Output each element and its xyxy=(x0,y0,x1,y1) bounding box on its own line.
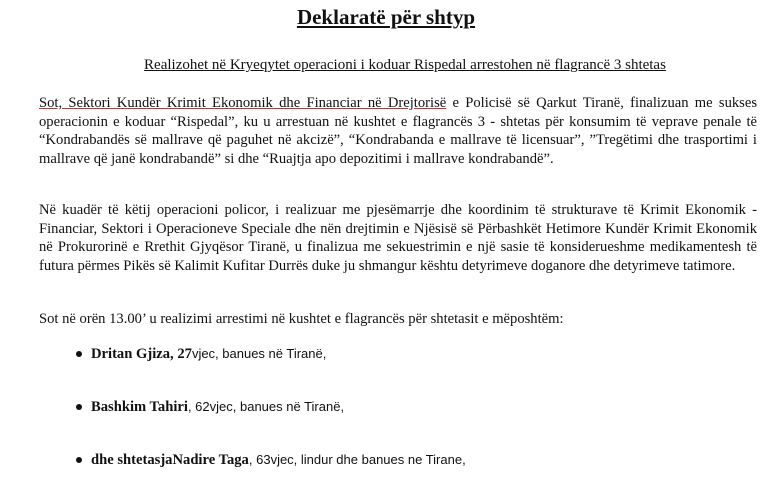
paragraph-arrest-intro: Sot në orën 13.00’ u realizimi arrestimi në kushtet e flagrancës për shtetasit e mëposhtëm: xyxy=(39,311,564,327)
bullet-icon xyxy=(76,351,82,357)
arrested-details: vjec, banues në Tiranë, xyxy=(191,346,327,361)
bullet-icon xyxy=(76,457,82,463)
arrested-list-item: Dritan Gjiza , 27 vjec, banues në Tiranë, xyxy=(76,345,326,363)
arrested-prefix: dhe shtetasja xyxy=(91,452,173,468)
arrested-list-item: Bashkim Tahiri , 62 vjec, banues në Tiranë, xyxy=(76,398,344,416)
arrested-name: Bashkim Tahiri xyxy=(91,399,188,415)
document-subtitle: Realizohet në Kryeqytet operacioni i koduar Rispedal arrestohen në flagrancë 3 shtetas xyxy=(144,57,666,73)
paragraph-operation-summary xyxy=(39,94,757,169)
arrested-details: vjec, banues në Tiranë, xyxy=(209,399,345,414)
document-title: Deklaratë për shtyp xyxy=(296,5,476,29)
paragraph-operation-context: Në kuadër të këtij operacioni policor, i realizuar me pjesëmarrje dhe koordinim të strukturave të Krimit Ekonomik - Financiar, Sektori i Operacioneve Speciale dhe nën drejtimin e Njësisë së Përbashkët Hetimore Kundër Krimit Ekonomik në Prokurorinë e Rrethit Gjyqësor Tiranë, u finalizua me sekuestrimin e një sasie të konsiderueshme medikamentesh të futura përmes Pikës së Kalimit Kufitar Durrës duke ju shmangur kështu detyrimeve doganore dhe detyrimeve tatimore. xyxy=(39,202,757,275)
arrested-age: 27 xyxy=(177,346,192,362)
bullet-icon xyxy=(76,404,82,410)
paragraph-body: e Policisë së Qarkut Tiranë, finalizuan me sukses operacionin e koduar “Rispedal”, ku u arrestuan në kushtet e flagrancës 3 - shtetas për konsumim të veprave penale të “Kondrabandës së mallrave që paguhet në akcizë”, “Kondrabanda e mallrave të licensuar”, ”Tregëtimi dhe trasportimi i mallrave që janë kondrabandë” si dhe “Ruajtja apo depozitimi i mallrave kondrabandë”. xyxy=(39,95,757,168)
arrested-age: 63 xyxy=(256,452,271,467)
arrested-list-item: dhe shtetasja Nadire Taga , 63 vjec, lindur dhe banues ne Tirane, xyxy=(76,451,466,469)
arrested-name: Nadire Taga xyxy=(172,452,249,468)
arrested-age: 62 xyxy=(195,399,210,414)
arrested-name: Dritan Gjiza xyxy=(91,346,171,362)
arrested-details: vjec, lindur dhe banues ne Tirane, xyxy=(270,452,466,467)
paragraph-lead: Sot, Sektori Kundër Krimit Ekonomik dhe Financiar në Drejtorisë xyxy=(39,95,447,111)
